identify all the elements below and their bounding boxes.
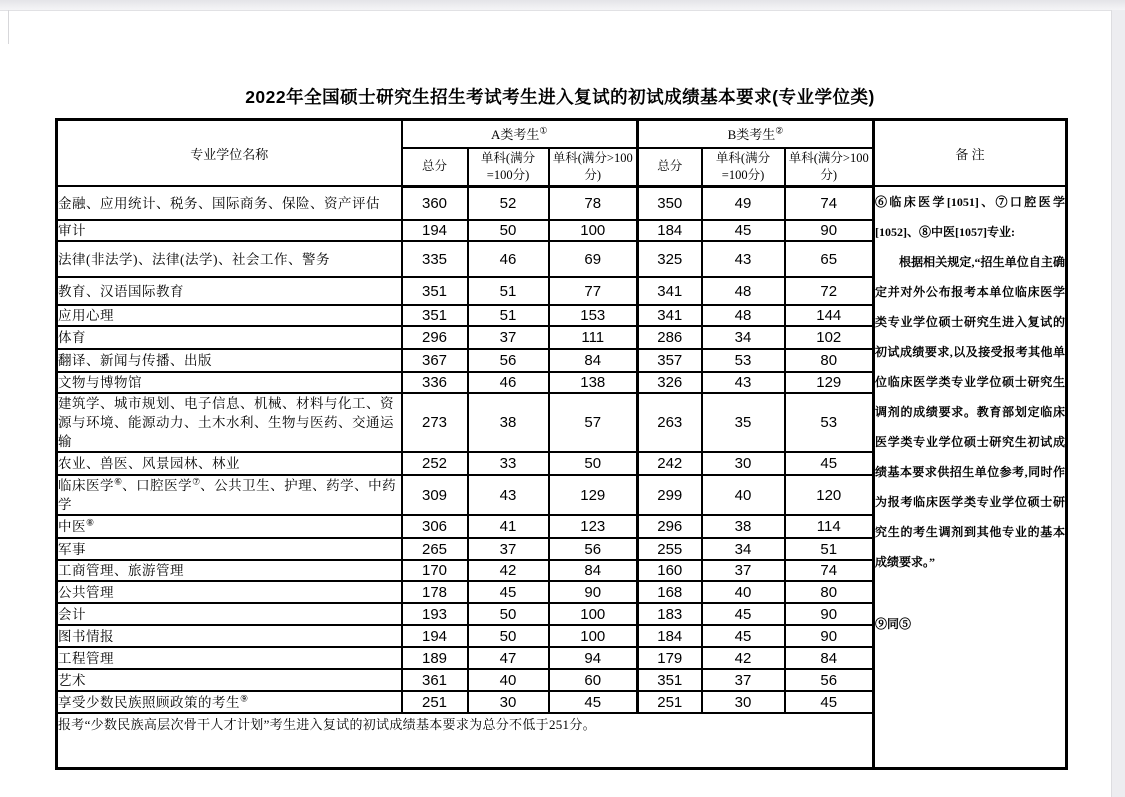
subheader-total-score-b: 总分: [638, 148, 702, 187]
table-row: [57, 186, 1067, 220]
score-cell: 129: [549, 475, 638, 515]
score-cell: 326: [638, 372, 702, 393]
score-cell: 251: [402, 691, 468, 713]
score-cell: 53: [702, 349, 785, 372]
degree-name-cell: 金融、应用统计、税务、国际商务、保险、资产评估: [57, 186, 402, 220]
score-cell: 351: [638, 669, 702, 691]
degree-name-cell: 建筑学、城市规划、电子信息、机械、材料与化工、资源与环境、能源动力、土木水利、生物与医药、交通运输: [57, 393, 402, 452]
col-header-group-b: [638, 120, 874, 148]
score-cell: 251: [638, 691, 702, 713]
header-row-groups: [57, 120, 1067, 148]
score-cell: 30: [702, 691, 785, 713]
score-cell: 40: [702, 475, 785, 515]
score-cell: 34: [702, 326, 785, 349]
score-cell: 56: [468, 349, 549, 372]
score-cell: 45: [785, 691, 874, 713]
score-cell: 50: [468, 625, 549, 647]
score-cell: 50: [468, 220, 549, 241]
score-cell: 193: [402, 603, 468, 625]
footnote-ref-2: ②: [775, 125, 784, 136]
score-cell: 242: [638, 452, 702, 475]
score-cell: 94: [549, 647, 638, 669]
score-cell: 357: [638, 349, 702, 372]
score-cell: 129: [785, 372, 874, 393]
score-cell: 51: [468, 305, 549, 326]
degree-name-cell: 体育: [57, 326, 402, 349]
score-cell: 299: [638, 475, 702, 515]
score-cell: 90: [549, 581, 638, 603]
degree-name-cell: 工商管理、旅游管理: [57, 560, 402, 581]
score-cell: 34: [702, 538, 785, 560]
page-left-edge: [8, 10, 9, 44]
score-cell: 42: [702, 647, 785, 669]
degree-name-cell: 会计: [57, 603, 402, 625]
score-cell: 189: [402, 647, 468, 669]
score-cell: 90: [785, 603, 874, 625]
score-cell: 178: [402, 581, 468, 603]
group-a-label: A类考生: [491, 127, 540, 143]
footnote-ref-1: ①: [539, 125, 548, 136]
score-cell: 296: [402, 326, 468, 349]
score-cell: 49: [702, 186, 785, 220]
degree-name-cell: 翻译、新闻与传播、出版: [57, 349, 402, 372]
score-cell: 37: [702, 669, 785, 691]
score-cell: 65: [785, 241, 874, 277]
score-cell: 306: [402, 515, 468, 538]
score-cell: 45: [785, 452, 874, 475]
score-cell: 296: [638, 515, 702, 538]
window-top-edge: [0, 0, 1125, 11]
score-cell: 350: [638, 186, 702, 220]
score-cell: 37: [702, 560, 785, 581]
scrollbar-track[interactable]: [1111, 10, 1125, 797]
degree-name-cell: 审计: [57, 220, 402, 241]
score-cell: 168: [638, 581, 702, 603]
score-cell: 46: [468, 372, 549, 393]
group-b-label: B类考生: [727, 127, 776, 143]
subheader-single-over-100-a: 单科(满分>100分): [549, 148, 638, 187]
degree-name-cell: 文物与博物馆: [57, 372, 402, 393]
score-cell: 179: [638, 647, 702, 669]
score-cell: 77: [549, 277, 638, 305]
score-cell: 144: [785, 305, 874, 326]
degree-name-cell: 教育、汉语国际教育: [57, 277, 402, 305]
score-cell: 273: [402, 393, 468, 452]
score-cell: 367: [402, 349, 468, 372]
score-cell: 56: [549, 538, 638, 560]
degree-name-cell: 军事: [57, 538, 402, 560]
subheader-single-over-100-b: 单科(满分>100分): [785, 148, 874, 187]
score-cell: 255: [638, 538, 702, 560]
score-cell: 153: [549, 305, 638, 326]
score-cell: 46: [468, 241, 549, 277]
score-cell: 40: [468, 669, 549, 691]
score-cell: 184: [638, 220, 702, 241]
col-header-remarks: 备 注: [874, 120, 1067, 187]
score-cell: 84: [549, 560, 638, 581]
score-cell: 80: [785, 581, 874, 603]
score-cell: 57: [549, 393, 638, 452]
degree-name-cell: 艺术: [57, 669, 402, 691]
score-cell: 100: [549, 220, 638, 241]
score-cell: 252: [402, 452, 468, 475]
subheader-total-score-a: 总分: [402, 148, 468, 187]
score-cell: 60: [549, 669, 638, 691]
score-cell: 72: [785, 277, 874, 305]
score-cell: 30: [468, 691, 549, 713]
score-cell: 47: [468, 647, 549, 669]
score-cell: 325: [638, 241, 702, 277]
score-cell: 51: [468, 277, 549, 305]
score-cell: 30: [702, 452, 785, 475]
col-header-degree-name: 专业学位名称: [57, 120, 402, 187]
remarks-paragraph: 根据相关规定,“招生单位自主确定并对外公布报考本单位临床医学类专业学位硕士研究生进入复试的初试成绩要求,以及接受报考其他单位临床医学类专业学位硕士研究生调剂的成绩要求。教育部划定临床医学类专业学位硕士研究生初试成绩基本要求供招生单位参考,同时作为报考临床医学类专业学位硕士研究生的考生调剂到其他专业的基本成绩要求。”: [875, 255, 1066, 569]
score-cell: 45: [702, 603, 785, 625]
score-cell: 43: [702, 241, 785, 277]
score-cell: 265: [402, 538, 468, 560]
score-cell: 361: [402, 669, 468, 691]
score-cell: 335: [402, 241, 468, 277]
degree-name-cell: 享受少数民族照顾政策的考生⑨: [57, 691, 402, 713]
score-cell: 184: [638, 625, 702, 647]
score-cell: 120: [785, 475, 874, 515]
score-cell: 53: [785, 393, 874, 452]
degree-name-cell: 公共管理: [57, 581, 402, 603]
score-cell: 194: [402, 625, 468, 647]
score-cell: 45: [468, 581, 549, 603]
score-cell: 183: [638, 603, 702, 625]
score-cell: 170: [402, 560, 468, 581]
score-cell: 38: [468, 393, 549, 452]
score-cell: 40: [702, 581, 785, 603]
score-cell: 38: [702, 515, 785, 538]
score-cell: 351: [402, 305, 468, 326]
degree-name-cell: 临床医学⑥、口腔医学⑦、公共卫生、护理、药学、中药学: [57, 475, 402, 515]
score-cell: 100: [549, 625, 638, 647]
degree-name-cell: 工程管理: [57, 647, 402, 669]
score-cell: 309: [402, 475, 468, 515]
remarks-cell: [874, 186, 1067, 768]
score-cell: 90: [785, 625, 874, 647]
score-cell: 78: [549, 186, 638, 220]
score-cell: 43: [468, 475, 549, 515]
score-cell: 114: [785, 515, 874, 538]
score-cell: 56: [785, 669, 874, 691]
score-cell: 84: [785, 647, 874, 669]
score-cell: 69: [549, 241, 638, 277]
degree-name-cell: 法律(非法学)、法律(法学)、社会工作、警务: [57, 241, 402, 277]
score-cell: 341: [638, 277, 702, 305]
score-cell: 341: [638, 305, 702, 326]
score-cell: 74: [785, 186, 874, 220]
degree-name-cell: 应用心理: [57, 305, 402, 326]
score-cell: 102: [785, 326, 874, 349]
score-cell: 41: [468, 515, 549, 538]
score-cell: 50: [549, 452, 638, 475]
score-cell: 74: [785, 560, 874, 581]
score-cell: 45: [549, 691, 638, 713]
page-title: 2022年全国硕士研究生招生考试考生进入复试的初试成绩基本要求(专业学位类): [245, 87, 875, 107]
score-cell: 50: [468, 603, 549, 625]
score-table-body: [57, 186, 1067, 768]
footnote-cell: 报考“少数民族高层次骨干人才计划”考生进入复试的初试成绩基本要求为总分不低于251分。: [57, 713, 874, 768]
score-cell: 360: [402, 186, 468, 220]
score-cell: 52: [468, 186, 549, 220]
score-cell: 37: [468, 326, 549, 349]
score-cell: 35: [702, 393, 785, 452]
subheader-single-100-b: 单科(满分=100分): [702, 148, 785, 187]
score-cell: 100: [549, 603, 638, 625]
score-cell: 263: [638, 393, 702, 452]
score-cell: 160: [638, 560, 702, 581]
degree-name-cell: 图书情报: [57, 625, 402, 647]
degree-name-cell: 中医⑧: [57, 515, 402, 538]
score-cell: 45: [702, 625, 785, 647]
remarks-paragraph: ⑥临床医学[1051]、⑦口腔医学[1052]、⑧中医[1057]专业:: [875, 195, 1066, 239]
score-cell: 37: [468, 538, 549, 560]
score-cell: 42: [468, 560, 549, 581]
score-cell: 48: [702, 277, 785, 305]
score-cell: 43: [702, 372, 785, 393]
score-cell: 90: [785, 220, 874, 241]
remarks-paragraph: ⑨同⑤: [875, 617, 912, 631]
score-cell: 194: [402, 220, 468, 241]
score-cell: 51: [785, 538, 874, 560]
score-cell: 33: [468, 452, 549, 475]
col-header-group-a: [402, 120, 638, 148]
score-cell: 123: [549, 515, 638, 538]
score-cell: 336: [402, 372, 468, 393]
score-cell: 351: [402, 277, 468, 305]
score-cell: 111: [549, 326, 638, 349]
score-cell: 45: [702, 220, 785, 241]
score-cell: 80: [785, 349, 874, 372]
subheader-single-100-a: 单科(满分=100分): [468, 148, 549, 187]
score-cell: 84: [549, 349, 638, 372]
score-cell: 286: [638, 326, 702, 349]
degree-name-cell: 农业、兽医、风景园林、林业: [57, 452, 402, 475]
score-cell: 138: [549, 372, 638, 393]
scores-table: [55, 118, 1068, 770]
score-cell: 48: [702, 305, 785, 326]
